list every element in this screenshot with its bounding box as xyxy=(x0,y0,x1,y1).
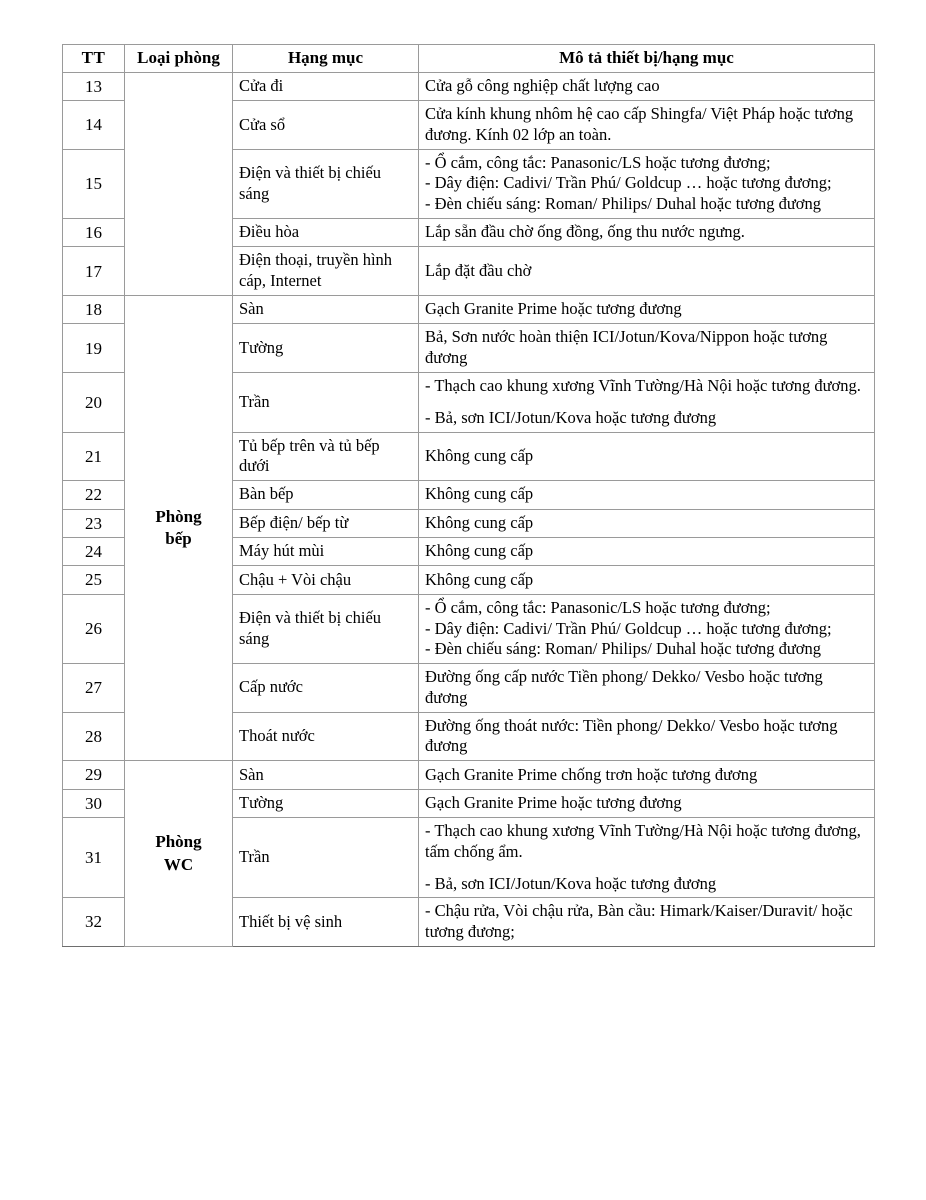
description-paragraph: Không cung cấp xyxy=(425,541,534,561)
cell-tt: 14 xyxy=(63,101,125,150)
cell-item: Cấp nước xyxy=(233,664,419,713)
cell-description xyxy=(419,481,875,509)
cell-description xyxy=(419,566,875,594)
description-paragraph: - Dây điện: Cadivi/ Trần Phú/ Goldcup … hoặc tương đương; xyxy=(425,618,832,638)
cell-tt: 22 xyxy=(63,481,125,509)
cell-tt: 31 xyxy=(63,818,125,898)
description-paragraph: - Thạch cao khung xương Vĩnh Tường/Hà Nội hoặc tương đương, tấm chống ẩm. xyxy=(425,821,861,861)
cell-item: Điều hòa xyxy=(233,219,419,247)
description-paragraph: Đường ống thoát nước: Tiền phong/ Dekko/ Vesbo hoặc tương đương xyxy=(425,715,838,756)
cell-item: Điện thoại, truyền hình cáp, Internet xyxy=(233,247,419,296)
cell-room-type: Phòng WC xyxy=(125,761,233,947)
cell-description xyxy=(419,761,875,789)
description-paragraph: Không cung cấp xyxy=(425,484,534,504)
description-paragraph: Gạch Granite Prime hoặc tương đương xyxy=(425,792,682,812)
cell-description xyxy=(419,101,875,150)
specification-table xyxy=(62,44,875,947)
cell-tt: 30 xyxy=(63,789,125,817)
cell-description xyxy=(419,72,875,100)
cell-room-type xyxy=(125,72,233,295)
cell-tt: 32 xyxy=(63,898,125,947)
cell-item: Điện và thiết bị chiếu sáng xyxy=(233,594,419,663)
cell-description xyxy=(419,509,875,537)
cell-tt: 15 xyxy=(63,149,125,218)
cell-item: Trần xyxy=(233,372,419,432)
cell-item: Bếp điện/ bếp từ xyxy=(233,509,419,537)
cell-item: Thiết bị vệ sinh xyxy=(233,898,419,947)
cell-item: Tường xyxy=(233,324,419,373)
cell-tt: 19 xyxy=(63,324,125,373)
description-paragraph: - Ổ cắm, công tắc: Panasonic/LS hoặc tương đương; xyxy=(425,152,771,172)
cell-item: Tủ bếp trên và tủ bếp dưới xyxy=(233,432,419,481)
column-header-item: Hạng mục xyxy=(233,45,419,73)
column-header-tt: TT xyxy=(63,45,125,73)
cell-tt: 28 xyxy=(63,712,125,761)
cell-tt: 21 xyxy=(63,432,125,481)
cell-description xyxy=(419,149,875,218)
cell-item: Máy hút mùi xyxy=(233,537,419,565)
cell-description xyxy=(419,898,875,947)
description-paragraph: - Bả, sơn ICI/Jotun/Kova hoặc tương đương xyxy=(425,407,717,427)
description-paragraph: Không cung cấp xyxy=(425,445,534,465)
cell-tt: 17 xyxy=(63,247,125,296)
cell-tt: 26 xyxy=(63,594,125,663)
cell-description xyxy=(419,664,875,713)
cell-description xyxy=(419,372,875,432)
description-paragraph: - Bả, sơn ICI/Jotun/Kova hoặc tương đương xyxy=(425,873,717,893)
cell-item: Chậu + Vòi chậu xyxy=(233,566,419,594)
cell-item: Thoát nước xyxy=(233,712,419,761)
cell-item: Điện và thiết bị chiếu sáng xyxy=(233,149,419,218)
cell-tt: 20 xyxy=(63,372,125,432)
cell-tt: 29 xyxy=(63,761,125,789)
description-paragraph: Bả, Sơn nước hoàn thiện ICI/Jotun/Kova/Nippon hoặc tương đương xyxy=(425,327,828,368)
description-paragraph: Đường ống cấp nước Tiền phong/ Dekko/ Vesbo hoặc tương đương xyxy=(425,667,823,707)
cell-item: Cửa sổ xyxy=(233,101,419,150)
description-paragraph: - Thạch cao khung xương Vĩnh Tường/Hà Nội hoặc tương đương. xyxy=(425,375,861,395)
cell-tt: 27 xyxy=(63,664,125,713)
cell-description xyxy=(419,818,875,898)
cell-tt: 16 xyxy=(63,219,125,247)
table-row xyxy=(63,296,875,324)
cell-item: Sàn xyxy=(233,296,419,324)
description-paragraph: - Đèn chiếu sáng: Roman/ Philips/ Duhal hoặc tương đương xyxy=(425,194,821,214)
description-paragraph: - Dây điện: Cadivi/ Trần Phú/ Goldcup … hoặc tương đương; xyxy=(425,173,832,193)
description-paragraph: - Chậu rửa, Vòi chậu rửa, Bàn cầu: Himark/Kaiser/Duravit/ hoặc tương đương; xyxy=(425,901,853,942)
description-paragraph: - Ổ cắm, công tắc: Panasonic/LS hoặc tương đương; xyxy=(425,597,771,617)
cell-description xyxy=(419,537,875,565)
cell-item: Cửa đi xyxy=(233,72,419,100)
description-paragraph: - Đèn chiếu sáng: Roman/ Philips/ Duhal hoặc tương đương xyxy=(425,639,821,659)
table-header xyxy=(63,45,875,73)
cell-item: Tường xyxy=(233,789,419,817)
column-header-room-type: Loại phòng xyxy=(125,45,233,73)
cell-description xyxy=(419,789,875,817)
table-body xyxy=(63,72,875,946)
table-row xyxy=(63,761,875,789)
cell-description xyxy=(419,324,875,373)
cell-description xyxy=(419,247,875,296)
cell-description xyxy=(419,594,875,663)
cell-tt: 13 xyxy=(63,72,125,100)
description-paragraph: Cửa kính khung nhôm hệ cao cấp Shingfa/ Việt Pháp hoặc tương đương. Kính 02 lớp an toàn. xyxy=(425,104,854,144)
cell-description xyxy=(419,296,875,324)
table-row xyxy=(63,72,875,100)
description-paragraph: Không cung cấp xyxy=(425,569,534,589)
description-paragraph: Gạch Granite Prime hoặc tương đương xyxy=(425,299,682,319)
cell-room-type: Phòng bếp xyxy=(125,296,233,761)
description-paragraph: Cửa gỗ công nghiệp chất lượng cao xyxy=(425,76,660,96)
column-header-description: Mô tả thiết bị/hạng mục xyxy=(419,45,875,73)
description-paragraph: Lắp đặt đầu chờ xyxy=(425,260,532,280)
cell-description xyxy=(419,432,875,481)
description-paragraph: Lắp sẵn đầu chờ ống đồng, ống thu nước ngưng. xyxy=(425,222,745,242)
cell-tt: 18 xyxy=(63,296,125,324)
cell-description xyxy=(419,712,875,761)
cell-item: Sàn xyxy=(233,761,419,789)
description-paragraph: Không cung cấp xyxy=(425,512,534,532)
cell-description xyxy=(419,219,875,247)
cell-item: Trần xyxy=(233,818,419,898)
description-paragraph: Gạch Granite Prime chống trơn hoặc tương đương xyxy=(425,764,758,784)
table-header-row xyxy=(63,45,875,73)
cell-tt: 23 xyxy=(63,509,125,537)
cell-tt: 25 xyxy=(63,566,125,594)
cell-tt: 24 xyxy=(63,537,125,565)
cell-item: Bàn bếp xyxy=(233,481,419,509)
